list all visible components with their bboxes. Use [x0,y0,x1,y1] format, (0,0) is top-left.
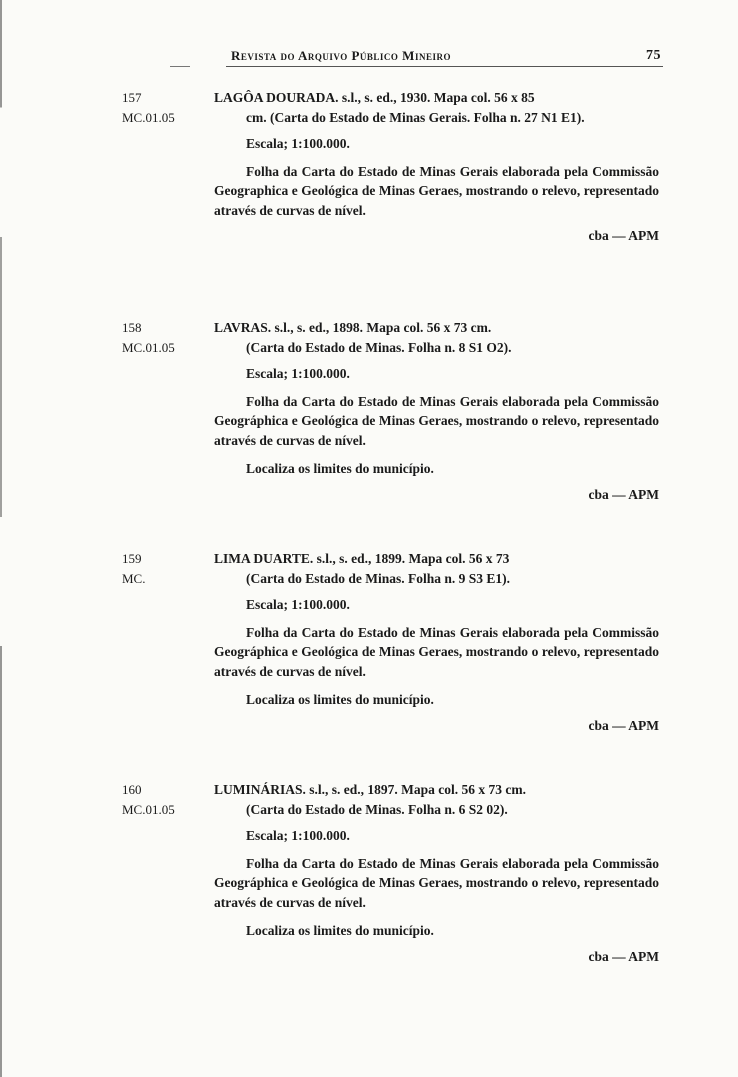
entry-number: 157 [122,90,142,105]
entry-description: Folha da Carta do Estado de Minas Gerais elaborada pela Commissão Geográphica e Geológica de Minas Geraes, mostrando o relevo, representado através de curvas de nível. [214,393,659,448]
entry-scale: Escala; 1:100.000. [246,828,350,843]
entry-description: Folha da Carta do Estado de Minas Gerais elaborada pela Commissão Geográphica e Geológica de Minas Geraes, mostrando o relevo, representado através de curvas de nível. [214,855,659,910]
running-header [231,48,661,64]
entry-code: MC.01.05 [122,802,175,817]
entry-title-line: LAVRAS. s.l., s. ed., 1898. Mapa col. 56 x 73 cm. [214,320,492,335]
entry-scale: Escala; 1:100.000. [246,136,350,151]
entry-code: MC.01.05 [122,110,175,125]
entry-body [214,318,659,504]
page-number: 75 [646,48,661,63]
entry-title-line: LIMA DUARTE. s.l., s. ed., 1899. Mapa col. 56 x 73 [214,551,510,566]
entry-title-line: LAGÔA DOURADA. s.l., s. ed., 1930. Mapa col. 56 x 85 [214,90,535,105]
journal-title: Revista do Arquivo Público Mineiro [231,48,451,63]
page-edge-mark [0,0,2,1077]
entry-title-line: LUMINÁRIAS. s.l., s. ed., 1897. Mapa col. 56 x 73 cm. [214,782,526,797]
entry-signature: cba — APM [588,486,659,502]
header-rule-short [170,66,190,67]
entry-location-note: Localiza os limites do município. [246,461,434,476]
entry-body [214,780,659,966]
entry-signature: cba — APM [588,717,659,733]
entry-number: 160 [122,782,142,797]
entry-continuation: cm. (Carta do Estado de Minas Gerais. Folha n. 27 N1 E1). [246,109,585,125]
entry-location-note: Localiza os limites do município. [246,692,434,707]
entry-continuation: (Carta do Estado de Minas. Folha n. 8 S1 O2). [246,339,512,355]
entry-code: MC.01.05 [122,340,175,355]
entry-number: 158 [122,320,142,335]
entry-number-block [122,88,175,128]
header-rule [226,66,663,67]
entry-scale: Escala; 1:100.000. [246,597,350,612]
entry-number-block [122,318,175,358]
entry-location-note: Localiza os limites do município. [246,923,434,938]
entry-signature: cba — APM [588,948,659,964]
entry-continuation: (Carta do Estado de Minas. Folha n. 6 S2 02). [246,801,508,817]
entry-number: 159 [122,551,142,566]
entry-code: MC. [122,571,146,586]
entry-body [214,88,659,246]
entry-body [214,549,659,735]
entry-continuation: (Carta do Estado de Minas. Folha n. 9 S3 E1). [246,570,511,586]
entry-scale: Escala; 1:100.000. [246,366,350,381]
entry-description: Folha da Carta do Estado de Minas Gerais elaborada pela Commissão Geográphica e Geológica de Minas Geraes, mostrando o relevo, representado através de curvas de nível. [214,624,659,679]
entry-description: Folha da Carta do Estado de Minas Gerais elaborada pela Commissão Geographica e Geológica de Minas Geraes, mostrando o relevo, representado através de curvas de nível. [214,163,659,218]
entry-number-block [122,780,175,820]
entry-number-block [122,549,145,589]
entry-signature: cba — APM [588,228,659,243]
